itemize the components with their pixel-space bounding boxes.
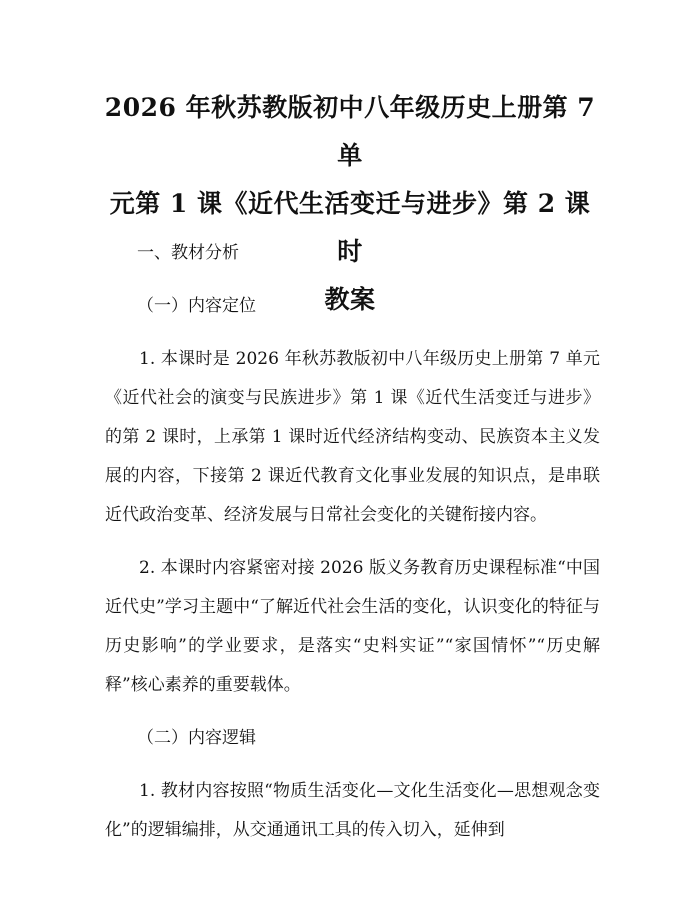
document-body [105, 234, 600, 864]
title-line-2: 元第 1 课《近代生活变迁与进步》第 2 课时 [109, 189, 591, 266]
section-heading-teaching-material-analysis: 一、教材分析 [137, 243, 239, 263]
title-line-1: 2026 年秋苏教版初中八年级历史上册第 7 单 [104, 93, 596, 170]
subsection-heading-content-logic: （二）内容逻辑 [137, 728, 256, 748]
subsection-heading-content-positioning: （一）内容定位 [137, 296, 256, 316]
paragraph-logic-1: 1. 教材内容按照“物质生活变化—文化生活变化—思想观念变化”的逻辑编排，从交通通讯工具的传入切入，延伸到 [105, 781, 600, 840]
title-line-3: 教案 [324, 285, 376, 314]
paragraph-positioning-1: 1. 本课时是 2026 年秋苏教版初中八年级历史上册第 7 单元《近代社会的演变与民族进步》第 1 课《近代生活变迁与进步》的第 2 课时，上承第 1 课时近代经济结构变动、民族资本主义发展的内容，下接第 2 课近代教育文化事业发展的知识点，是串联近代政治变革、经济发展与日常社会变化的关键衔接内容。 [105, 349, 600, 525]
paragraph-positioning-2: 2. 本课时内容紧密对接 2026 版义务教育历史课程标准“中国近代史”学习主题中“了解近代社会生活的变化，认识变化的特征与历史影响”的学业要求，是落实“史料实证”“家国情怀”“历史解释”核心素养的重要载体。 [105, 558, 600, 695]
